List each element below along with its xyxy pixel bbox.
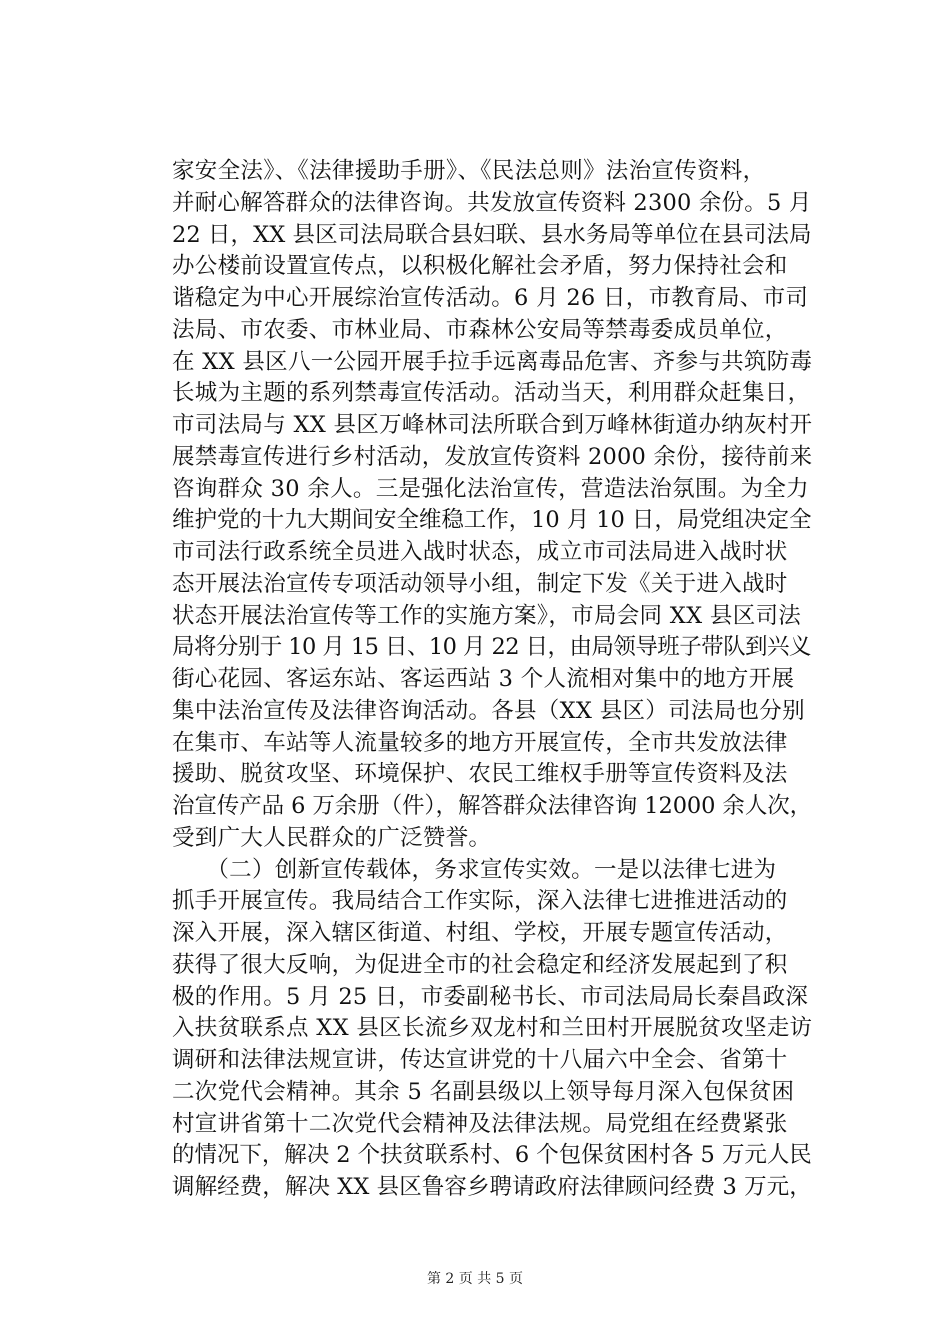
text-line: 状态开展法治宣传等工作的实施方案》，市局会同 XX 县区司法	[172, 602, 802, 629]
text-line: 入扶贫联系点 XX 县区长流乡双龙村和兰田村开展脱贫攻坚走访	[172, 1015, 813, 1042]
text-line: 极的作用。5 月 25 日，市委副秘书长、市司法局局长秦昌政深	[172, 983, 809, 1010]
text-line: 法局、市农委、市林业局、市森林公安局等禁毒委成员单位，	[172, 316, 788, 343]
text-line: 调研和法律法规宣讲，传达宣讲党的十八届六中全会、省第十	[172, 1047, 788, 1073]
text-line: 调解经费，解决 XX 县区鲁容乡聘请政府法律顾问经费 3 万元，	[172, 1174, 812, 1200]
text-line: 维护党的十九大期间安全维稳工作，10 月 10 日，局党组决定全	[172, 507, 812, 534]
text-line: 市司法行政系统全员进入战时状态，成立市司法局进入战时状	[172, 539, 788, 565]
text-line: 办公楼前设置宣传点，以积极化解社会矛盾，努力保持社会和	[172, 253, 788, 280]
text-line: 村宣讲省第十二次党代会精神及法律法规。局党组在经费紧张	[172, 1110, 788, 1137]
text-line: 长城为主题的系列禁毒宣传活动。活动当天，利用群众赶集日，	[172, 380, 811, 407]
text-line: 并耐心解答群众的法律咨询。共发放宣传资料 2300 余份。5 月	[172, 189, 812, 216]
text-line: 受到广大人民群众的广泛赞誉。	[172, 824, 492, 851]
text-line: （二）创新宣传载体，务求宣传实效。一是以法律七进为	[172, 856, 777, 883]
text-line: 援助、脱贫攻坚、环境保护、农民工维权手册等宣传资料及法	[172, 761, 788, 788]
text-line: 治宣传产品 6 万余册（件），解答群众法律咨询 12000 余人次，	[172, 793, 813, 819]
text-line: 态开展法治宣传专项活动领导小组，制定下发《关于进入战时	[172, 570, 788, 597]
text-line: 街心花园、客运东站、客运西站 3 个人流相对集中的地方开展	[172, 666, 795, 692]
text-line: 在集市、车站等人流量较多的地方开展宣传，全市共发放法律	[172, 729, 788, 756]
body-text	[172, 156, 812, 1204]
text-line: 局将分别于 10 月 15 日、10 月 22 日，由局领导班子带队到兴义	[172, 634, 811, 661]
text-line: 咨询群众 30 余人。三是强化法治宣传，营造法治氛围。为全力	[172, 475, 809, 502]
page-footer: 第 2 页 共 5 页	[426, 1271, 524, 1287]
text-line: 二次党代会精神。其余 5 名副县级以上领导每月深入包保贫困	[172, 1078, 795, 1105]
text-line: 的情况下，解决 2 个扶贫联系村、6 个包保贫困村各 5 万元人民	[172, 1142, 812, 1169]
text-line: 在 XX 县区八一公园开展手拉手远离毒品危害、齐参与共筑防毒	[172, 348, 813, 375]
text-line: 获得了很大反响，为促进全市的社会稳定和经济发展起到了积	[172, 951, 788, 978]
text-line: 抓手开展宣传。我局结合工作实际，深入法律七进推进活动的	[172, 888, 788, 915]
text-line: 22 日，XX 县区司法局联合县妇联、县水务局等单位在县司法局	[172, 221, 812, 248]
text-line: 集中法治宣传及法律咨询活动。各县（XX 县区）司法局也分别	[172, 697, 805, 724]
text-line: 市司法局与 XX 县区万峰林司法所联合到万峰林街道办纳灰村开	[172, 412, 813, 438]
text-line: 家安全法》、《法律援助手册》、《民法总则》法治宣传资料，	[172, 158, 766, 184]
text-line: 深入开展，深入辖区街道、村组、学校，开展专题宣传活动，	[172, 920, 788, 946]
text-line: 谐稳定为中心开展综治宣传活动。6 月 26 日，市教育局、市司	[172, 285, 809, 311]
text-line: 展禁毒宣传进行乡村活动，发放宣传资料 2000 余份，接待前来	[172, 443, 813, 470]
